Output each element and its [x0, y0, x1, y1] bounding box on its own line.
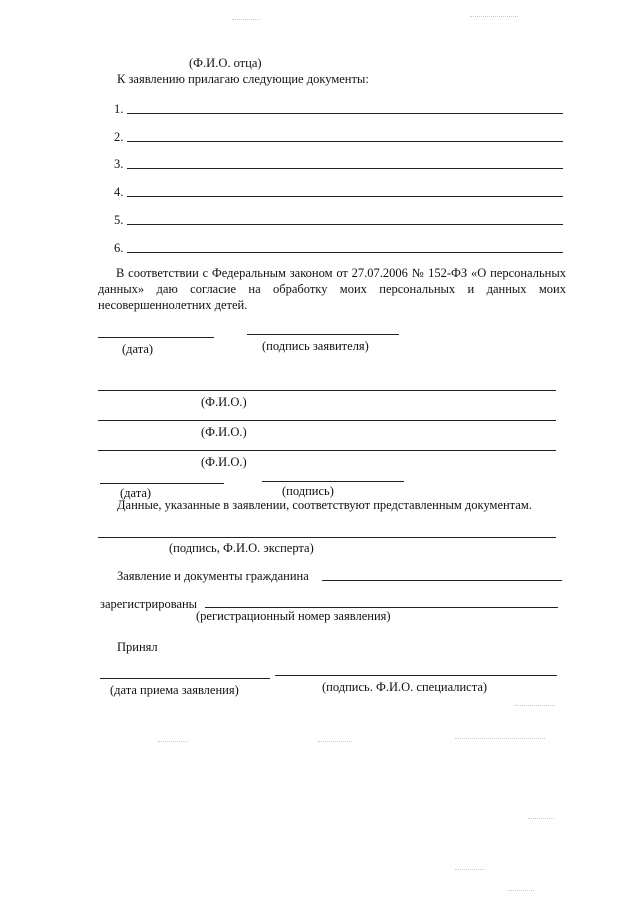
acceptance-date-label: (дата приема заявления) — [110, 683, 239, 697]
attachment-number: 2. — [114, 130, 124, 144]
applicant-signature-label: (подпись заявителя) — [262, 339, 369, 353]
scan-noise — [515, 705, 555, 706]
statement-label: Заявление и документы гражданина — [117, 569, 309, 583]
scan-noise — [318, 741, 352, 742]
scan-noise — [455, 738, 545, 739]
fio-label: (Ф.И.О.) — [201, 425, 247, 439]
scan-noise — [158, 741, 188, 742]
data-verification-text: Данные, указанные в заявлении, соответствуют представленным документам. — [117, 498, 532, 512]
citizen-name-line[interactable] — [322, 580, 562, 581]
registration-number-label: (регистрационный номер заявления) — [196, 609, 391, 623]
expert-line[interactable] — [98, 537, 556, 538]
fio-line[interactable] — [98, 420, 556, 421]
date-line[interactable] — [100, 483, 224, 484]
attachment-line[interactable] — [127, 141, 563, 142]
fio-line[interactable] — [98, 390, 556, 391]
acceptance-date-line[interactable] — [100, 678, 270, 679]
accepted-label: Принял — [117, 640, 158, 654]
registered-label: зарегистрированы — [100, 597, 198, 611]
scan-noise — [232, 19, 260, 20]
attachment-number: 3. — [114, 157, 124, 171]
father-name-label: (Ф.И.О. отца) — [189, 56, 262, 70]
signature-line[interactable] — [262, 481, 404, 482]
attachment-number: 6. — [114, 241, 124, 255]
specialist-signature-line[interactable] — [275, 675, 557, 676]
scan-noise — [470, 16, 518, 17]
date-label: (дата) — [122, 342, 154, 356]
fio-label: (Ф.И.О.) — [201, 395, 247, 409]
attachment-line[interactable] — [127, 113, 563, 114]
scan-noise — [508, 890, 534, 891]
attachment-number: 1. — [114, 102, 124, 116]
scan-noise — [455, 869, 485, 870]
scan-noise — [528, 818, 554, 819]
date-label: (дата) — [120, 486, 152, 500]
consent-paragraph: В соответствии с Федеральным законом от 27.07.2006 № 152-ФЗ «О персональных данных» даю согласие на обработку моих персональных и данных моих несовершеннолетних детей. — [98, 266, 566, 312]
attachment-line[interactable] — [127, 168, 563, 169]
attachment-line[interactable] — [127, 196, 563, 197]
date-line[interactable] — [98, 337, 214, 338]
signature-line[interactable] — [247, 334, 399, 335]
attachment-line[interactable] — [127, 252, 563, 253]
fio-label: (Ф.И.О.) — [201, 455, 247, 469]
attachments-intro: К заявлению прилагаю следующие документы: — [117, 72, 369, 86]
fio-line[interactable] — [98, 450, 556, 451]
expert-label: (подпись, Ф.И.О. эксперта) — [169, 541, 314, 555]
specialist-signature-label: (подпись. Ф.И.О. специалиста) — [322, 680, 488, 694]
signature-label: (подпись) — [282, 484, 334, 498]
attachment-number: 5. — [114, 213, 124, 227]
registration-number-line[interactable] — [205, 607, 558, 608]
attachment-number: 4. — [114, 185, 124, 199]
attachment-line[interactable] — [127, 224, 563, 225]
